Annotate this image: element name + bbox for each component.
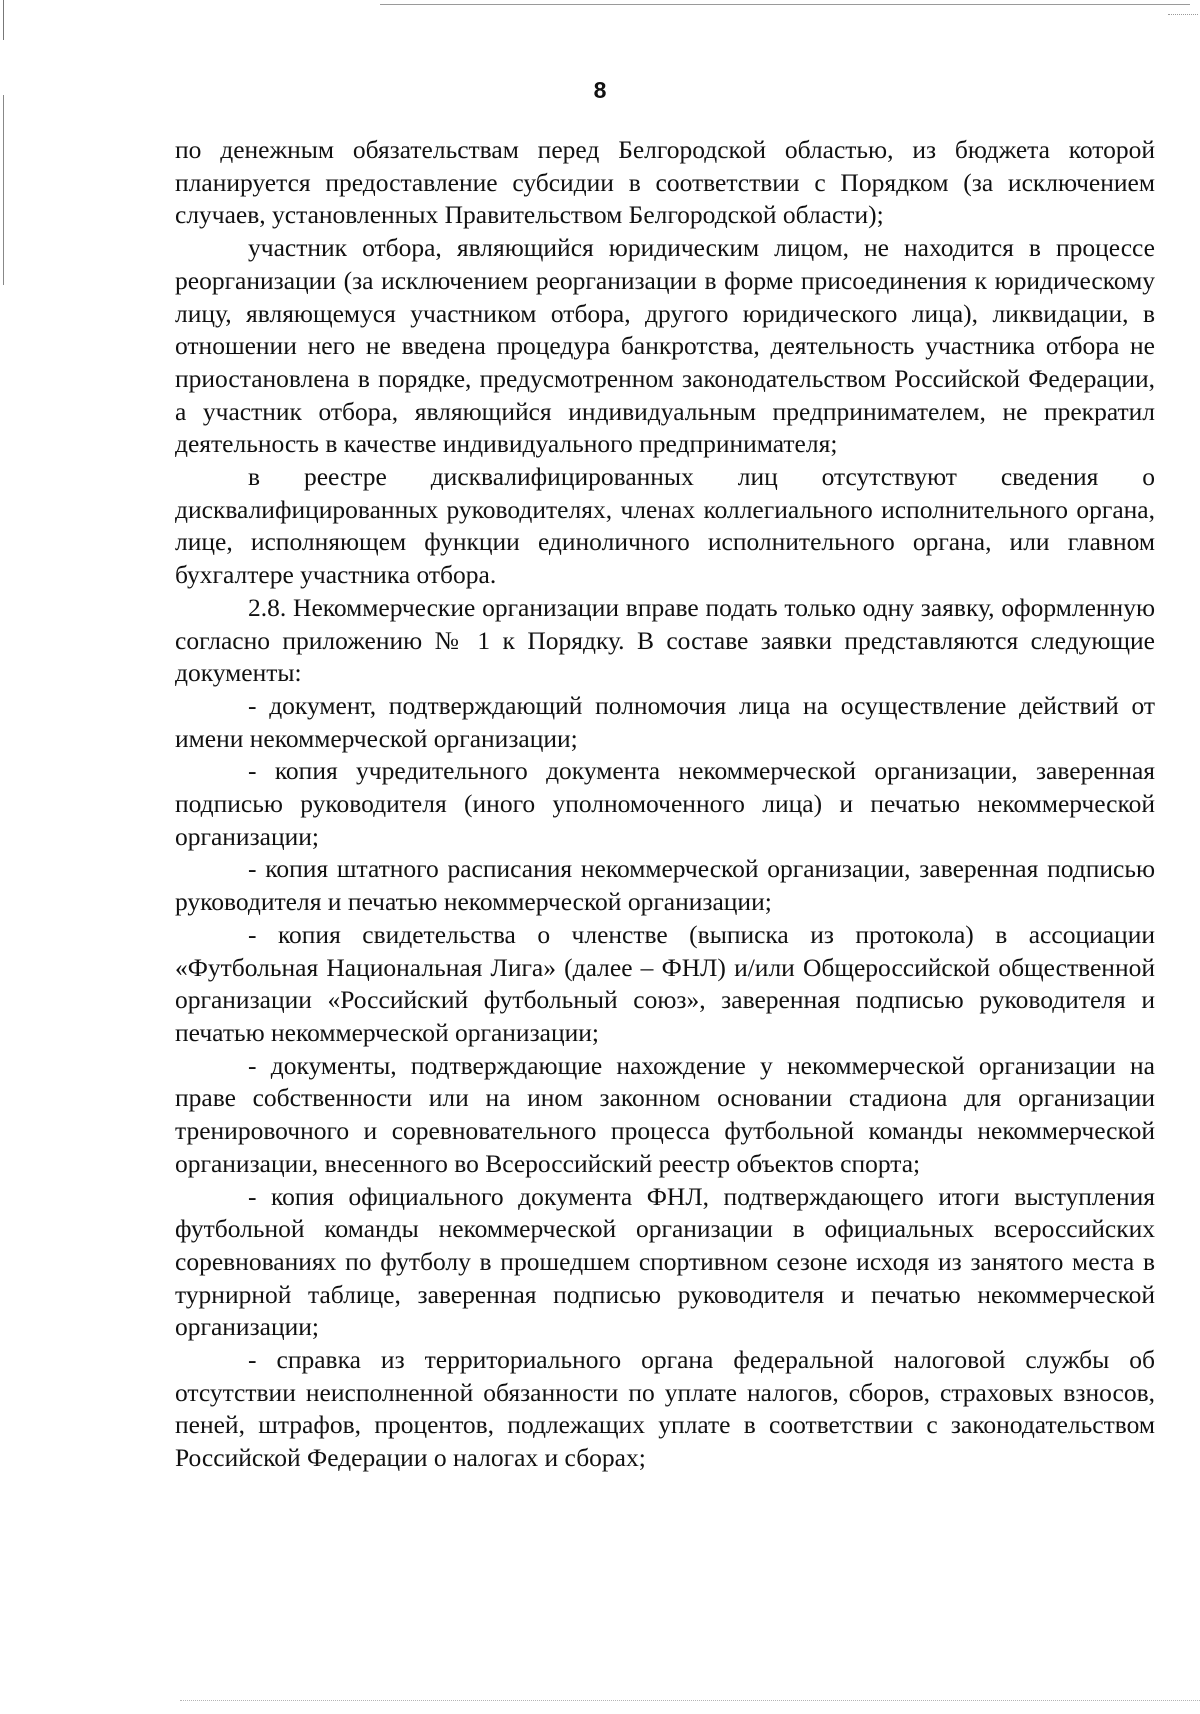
list-item-founding-document: - копия учредительного документа некоммерческой организации, заверенная подписью руководителя (иного уполномоченного лица) и печатью некоммерческой организации; (175, 756, 1155, 851)
list-item-tax-certificate: - справка из территориального органа федеральной налоговой службы об отсутствии неисполненной обязанности по уплате налогов, сборов, страховых взносов, пеней, штрафов, процентов, подлежащих уплате в соответствии с законодательством Российской Федерации о налогах и сборах; (175, 1345, 1155, 1473)
list-item-staff-schedule: - копия штатного расписания некоммерческой организации, заверенная подписью руководителя и печатью некоммерческой организации; (175, 854, 1155, 917)
scan-edge-line-left-top (3, 0, 4, 40)
scan-edge-line-bottom (180, 1700, 1200, 1701)
list-item-membership-certificate: - копия свидетельства о членстве (выписка из протокола) в ассоциации «Футбольная Национальная Лига» (далее – ФНЛ) и/или Общероссийской общественной организации «Российский футбольный союз», заверенная подписью руководителя и печатью некоммерческой организации; (175, 919, 1155, 1047)
paragraph-disqualified-registry: в реестре дисквалифицированных лиц отсутствуют сведения о дисквалифицированных руководителях, членах коллегиального исполнительного органа, лице, исполняющем функции единоличного исполнительного органа, или главном бухгалтере участника отбора. (175, 462, 1155, 590)
scan-edge-line-left (3, 95, 4, 285)
scan-edge-line-top (380, 4, 1190, 5)
page-number: 8 (593, 77, 607, 103)
paragraph-debt-continuation: по денежным обязательствам перед Белгородской областью, из бюджета которой планируется предоставление субсидии в соответствии с Порядком (за исключением случаев, установленных Правительством Белгородской области); (175, 135, 1155, 230)
paragraph-reorganization: участник отбора, являющийся юридическим лицом, не находится в процессе реорганизации (за исключением реорганизации в форме присоединения к юридическому лицу, являющемуся участником отбора, другого юридического лица), ликвидации, в отношении него не введена процедура банкротства, деятельность участника отбора не приостановлена в порядке, предусмотренном законодательством Российской Федерации, а участник отбора, являющийся индивидуальным предпринимателем, не прекратил деятельность в качестве индивидуального предпринимателя; (175, 233, 1155, 459)
document-body (175, 134, 1155, 1475)
list-item-fnl-results-document: - копия официального документа ФНЛ, подтверждающего итоги выступления футбольной команды некоммерческой организации в официальных всероссийских соревнованиях по футболу в прошедшем спортивном сезоне исходя из занятого места в турнирной таблице, заверенная подписью руководителя и печатью некоммерческой организации; (175, 1181, 1155, 1342)
list-item-stadium-documents: - документы, подтверждающие нахождение у некоммерческой организации на праве собственности или на ином законном основании стадиона для организации тренировочного и соревновательного процесса футбольной команды некоммерческой организации, внесенного во Всероссийский реестр объектов спорта; (175, 1050, 1155, 1178)
paragraph-section-2-8: 2.8. Некоммерческие организации вправе подать только одну заявку, оформленную согласно приложению № 1 к Порядку. В составе заявки представляются следующие документы: (175, 592, 1155, 688)
scan-edge-mark-top-right (1168, 14, 1198, 15)
list-item-authority-document: - документ, подтверждающий полномочия лица на осуществление действий от имени некоммерческой организации; (175, 690, 1155, 753)
